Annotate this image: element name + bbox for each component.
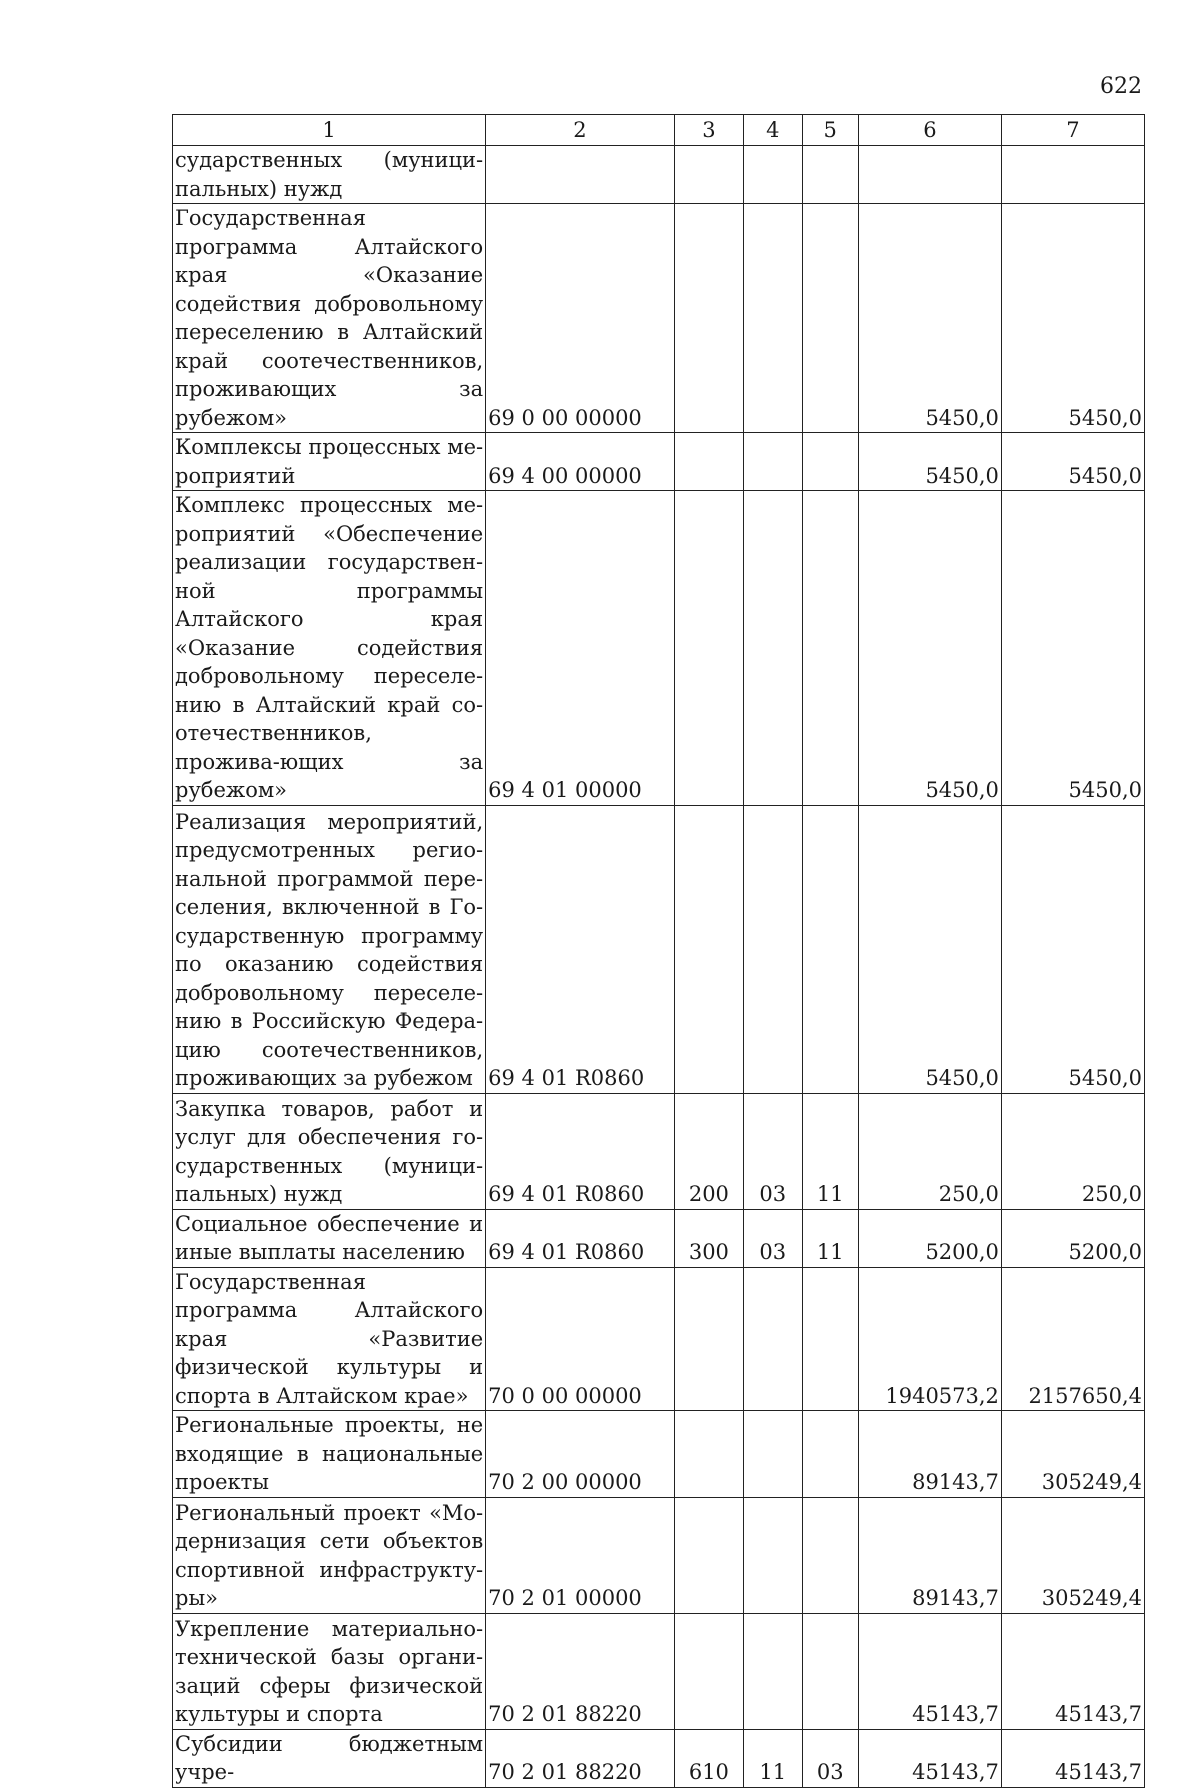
row-col-7: 5450,0: [1001, 491, 1144, 806]
row-col-6: 5200,0: [858, 1209, 1001, 1267]
header-col-4: 4: [744, 115, 803, 146]
row-col-3: [674, 491, 743, 806]
row-name: Региональные проекты, не входящие в национальные проекты: [173, 1411, 486, 1498]
row-col-7: 305249,4: [1001, 1411, 1144, 1498]
header-col-6: 6: [858, 115, 1001, 146]
row-col-4: 03: [744, 1093, 803, 1209]
row-col-3: [674, 433, 743, 491]
row-col-5: [802, 433, 858, 491]
table-row: [173, 1267, 1145, 1411]
row-col-5: [802, 146, 858, 204]
row-name: Комплексы процессных ме-роприятий: [173, 433, 486, 491]
header-col-2: 2: [486, 115, 675, 146]
table-row: [173, 805, 1145, 1093]
row-name: Реализация мероприятий, предусмотренных регио-нальной программой пере-селения, включенной в Го-сударственную программу по оказанию содействия добровольному переселе-нию в Российскую Федера-цию соотечественников, проживающих за рубежом: [173, 805, 486, 1093]
row-col-5: [802, 1613, 858, 1729]
row-col-7: 5450,0: [1001, 433, 1144, 491]
row-col-4: [744, 1497, 803, 1613]
page-number: 622: [1100, 74, 1142, 99]
row-col-4: [744, 146, 803, 204]
row-col-6: 1940573,2: [858, 1267, 1001, 1411]
row-col-6: 5450,0: [858, 805, 1001, 1093]
row-code: 69 4 01 R0860: [486, 805, 675, 1093]
row-code: 69 4 00 00000: [486, 433, 675, 491]
row-col-4: [744, 433, 803, 491]
row-name: Государственная программа Алтайского края «Развитие физической культуры и спорта в Алтайском крае»: [173, 1267, 486, 1411]
header-col-1: 1: [173, 115, 486, 146]
row-name: Региональный проект «Мо-дернизация сети объектов спортивной инфраструкту-ры»: [173, 1497, 486, 1613]
row-col-4: 03: [744, 1209, 803, 1267]
row-col-4: [744, 204, 803, 433]
row-name: Комплекс процессных ме-роприятий «Обеспечение реализации государствен-ной программы Алтайского края «Оказание содействия добровольному переселе-нию в Алтайский край со-отечественников, прожива-ющих за рубежом»: [173, 491, 486, 806]
row-col-5: [802, 1497, 858, 1613]
row-code: 69 4 01 00000: [486, 491, 675, 806]
row-col-6: 5450,0: [858, 491, 1001, 806]
row-col-3: [674, 1613, 743, 1729]
row-col-6: 45143,7: [858, 1613, 1001, 1729]
header-col-3: 3: [674, 115, 743, 146]
row-code: 70 0 00 00000: [486, 1267, 675, 1411]
row-col-4: 11: [744, 1729, 803, 1787]
row-col-7: 5450,0: [1001, 805, 1144, 1093]
row-col-3: 300: [674, 1209, 743, 1267]
budget-table: [172, 114, 1145, 1788]
row-col-5: [802, 204, 858, 433]
row-code: 69 0 00 00000: [486, 204, 675, 433]
row-col-6: [858, 146, 1001, 204]
row-col-4: [744, 491, 803, 806]
row-col-4: [744, 1411, 803, 1498]
row-col-3: [674, 204, 743, 433]
row-name: Социальное обеспечение и иные выплаты населению: [173, 1209, 486, 1267]
row-col-7: 5450,0: [1001, 204, 1144, 433]
table-row: [173, 1209, 1145, 1267]
row-col-5: 11: [802, 1093, 858, 1209]
row-code: 70 2 01 88220: [486, 1729, 675, 1787]
row-name: Субсидии бюджетным учре-: [173, 1729, 486, 1787]
row-col-6: 250,0: [858, 1093, 1001, 1209]
row-col-3: [674, 1497, 743, 1613]
row-col-5: [802, 805, 858, 1093]
row-col-3: [674, 1411, 743, 1498]
row-col-5: 11: [802, 1209, 858, 1267]
row-col-3: [674, 146, 743, 204]
row-col-7: 2157650,4: [1001, 1267, 1144, 1411]
table-row: [173, 1613, 1145, 1729]
row-col-7: 45143,7: [1001, 1613, 1144, 1729]
table-row: [173, 204, 1145, 433]
table-row: [173, 1411, 1145, 1498]
row-col-6: 45143,7: [858, 1729, 1001, 1787]
row-code: 70 2 00 00000: [486, 1411, 675, 1498]
row-col-6: 5450,0: [858, 433, 1001, 491]
row-col-5: 03: [802, 1729, 858, 1787]
row-col-7: [1001, 146, 1144, 204]
header-col-7: 7: [1001, 115, 1144, 146]
table-row: [173, 1729, 1145, 1787]
row-col-6: 5450,0: [858, 204, 1001, 433]
row-col-4: [744, 805, 803, 1093]
row-col-3: 610: [674, 1729, 743, 1787]
row-col-3: 200: [674, 1093, 743, 1209]
row-col-5: [802, 1411, 858, 1498]
table-row: [173, 433, 1145, 491]
row-code: 70 2 01 88220: [486, 1613, 675, 1729]
row-col-3: [674, 805, 743, 1093]
row-col-4: [744, 1613, 803, 1729]
table-row: [173, 491, 1145, 806]
row-name: Укрепление материально-технической базы органи-заций сферы физической культуры и спорта: [173, 1613, 486, 1729]
row-col-7: 305249,4: [1001, 1497, 1144, 1613]
row-col-6: 89143,7: [858, 1497, 1001, 1613]
row-col-7: 250,0: [1001, 1093, 1144, 1209]
table-row: [173, 1093, 1145, 1209]
row-code: 70 2 01 00000: [486, 1497, 675, 1613]
row-name: Государственная программа Алтайского края «Оказание содействия добровольному переселению в Алтайский край соотечественников, проживающих за рубежом»: [173, 204, 486, 433]
row-col-3: [674, 1267, 743, 1411]
row-col-5: [802, 1267, 858, 1411]
row-code: [486, 146, 675, 204]
header-row: [173, 115, 1145, 146]
row-name: сударственных (муници-пальных) нужд: [173, 146, 486, 204]
row-code: 69 4 01 R0860: [486, 1209, 675, 1267]
table-row: [173, 1497, 1145, 1613]
row-col-4: [744, 1267, 803, 1411]
table-row: [173, 146, 1145, 204]
row-col-7: 45143,7: [1001, 1729, 1144, 1787]
row-col-5: [802, 491, 858, 806]
header-col-5: 5: [802, 115, 858, 146]
row-col-6: 89143,7: [858, 1411, 1001, 1498]
row-code: 69 4 01 R0860: [486, 1093, 675, 1209]
row-col-7: 5200,0: [1001, 1209, 1144, 1267]
row-name: Закупка товаров, работ и услуг для обеспечения го-сударственных (муници-пальных) нужд: [173, 1093, 486, 1209]
